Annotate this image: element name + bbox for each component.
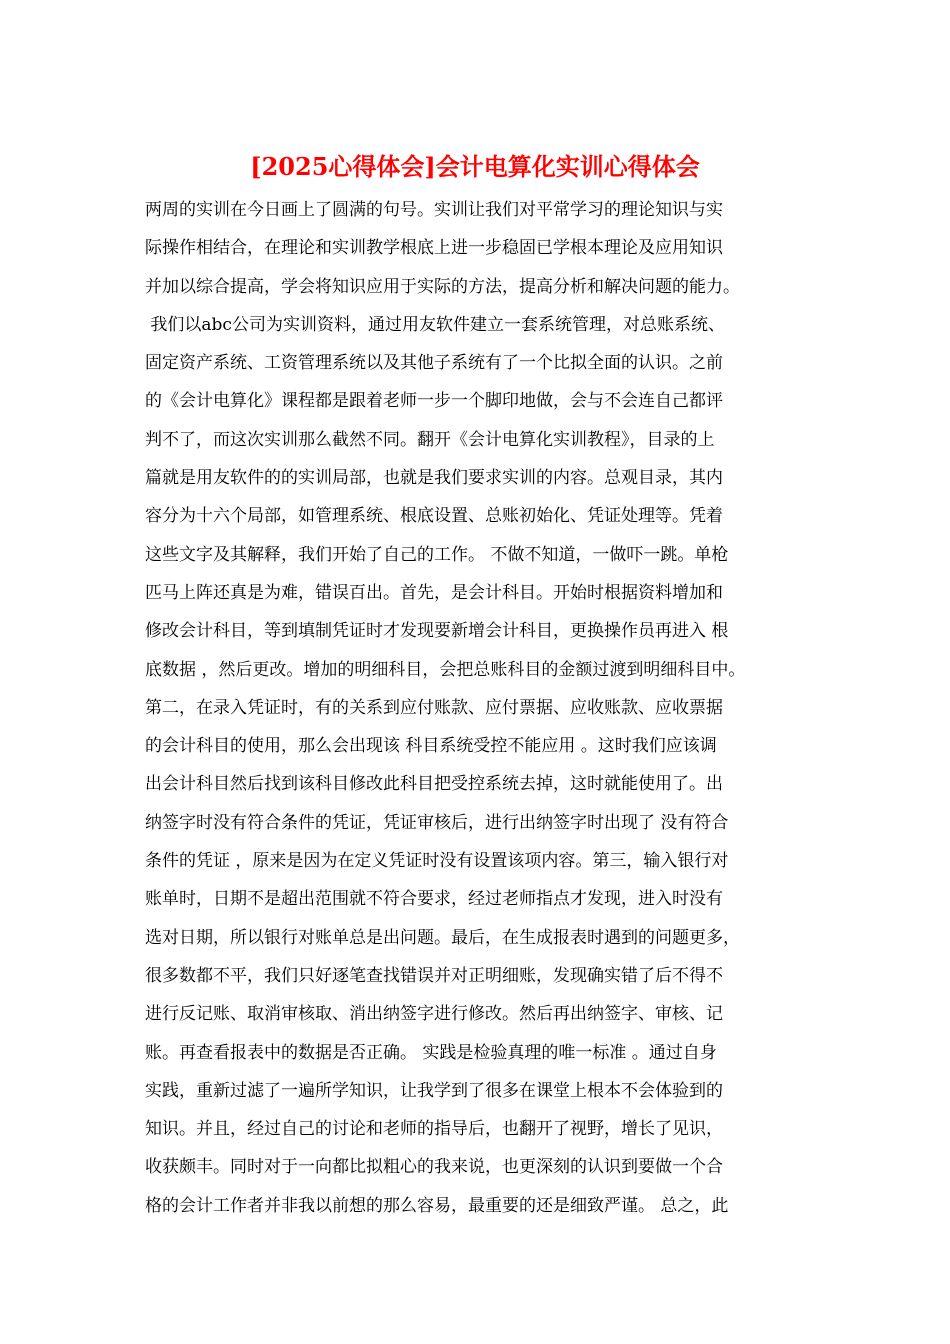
body-text-line: 这些文字及其解释，我们开始了自己的工作。 不做不知道，一做吓一跳。单枪 — [145, 544, 729, 565]
body-text-line: 固定资产系统、工资管理系统以及其他子系统有了一个比拟全面的认识。之前 — [145, 353, 723, 374]
body-text-line: 我们以abc公司为实训资料，通过用友软件建立一套系统管理，对总账系统、 — [145, 314, 725, 335]
body-text-line: 账。再查看报表中的数据是否正确。 实践是检验真理的唯一标准 。通过自身 — [145, 1042, 717, 1063]
body-text-line: 底数据 ，然后更改。增加的明细科目，会把总账科目的金额过渡到明细科目中。 — [145, 659, 746, 680]
body-text-line: 第二，在录入凭证时，有的关系到应付账款、应付票据、应收账款、应收票据 — [145, 697, 723, 718]
body-text-line: 选对日期，所以银行对账单总是出问题。最后，在生成报表时遇到的问题更多， — [145, 927, 740, 948]
body-text-line: 判不了，而这次实训那么截然不同。翻开《会计电算化实训教程》，目录的上 — [145, 429, 715, 450]
body-text-line: 格的会计工作者并非我以前想的那么容易，最重要的还是细致严谨。 总之，此 — [145, 1195, 729, 1216]
body-text-line: 账单时，日期不是超出范围就不符合要求，经过老师指点才发现，进入时没有 — [145, 889, 723, 910]
document-body — [145, 191, 815, 1225]
body-text-line: 条件的凭证 ，原来是因为在定义凭证时没有设置该项内容。第三，输入银行对 — [145, 851, 729, 872]
body-text-line: 篇就是用友软件的的实训局部，也就是我们要求实训的内容。总观目录，其内 — [145, 468, 723, 489]
body-text-line: 的《会计电算化》课程都是跟着老师一步一个脚印地做，会与不会连自己都评 — [145, 391, 723, 412]
body-text-line: 很多数都不平，我们只好逐笔查找错误并对正明细账，发现确实错了后不得不 — [145, 965, 723, 986]
body-text-line: 实践，重新过滤了一遍所学知识，让我学到了很多在课堂上根本不会体验到的 — [145, 1080, 723, 1101]
body-text-line: 两周的实训在今日画上了圆满的句号。实训让我们对平常学习的理论知识与实 — [145, 200, 723, 220]
document-title: [2025心得体会]会计电算化实训心得体会 — [250, 152, 700, 181]
body-text-line: 收获颇丰。同时对于一向都比拟粗心的我来说，也更深刻的认识到要做一个合 — [145, 1157, 723, 1178]
body-text-line: 匹马上阵还真是为难，错误百出。首先，是会计科目。开始时根据资料增加和 — [145, 582, 723, 603]
body-text-line: 容分为十六个局部，如管理系统、根底设置、总账初始化、凭证处理等。凭着 — [145, 506, 723, 527]
body-text-line: 际操作相结合，在理论和实训教学根底上进一步稳固已学根本理论及应用知识 — [145, 238, 723, 259]
body-text-line: 出会计科目然后找到该科目修改此科目把受控系统去掉，这时就能使用了。出 — [145, 774, 723, 795]
body-text-line: 知识。并且，经过自己的讨论和老师的指导后，也翻开了视野，增长了见识， — [145, 1119, 723, 1140]
body-text-line: 修改会计科目，等到填制凭证时才发现要新增会计科目，更换操作员再进入 根 — [145, 621, 729, 642]
body-text-line: 并加以综合提高，学会将知识应用于实际的方法，提高分析和解决问题的能力。 — [145, 276, 740, 297]
body-text-line: 纳签字时没有符合条件的凭证，凭证审核后，进行出纳签字时出现了 没有符合 — [145, 812, 729, 833]
body-text-line: 的会计科目的使用，那么会出现该 科目系统受控不能应用 。这时我们应该调 — [145, 736, 717, 757]
body-text-line: 进行反记账、取消审核取、消出纳签字进行修改。然后再出纳签字、审核、记 — [145, 1004, 723, 1025]
